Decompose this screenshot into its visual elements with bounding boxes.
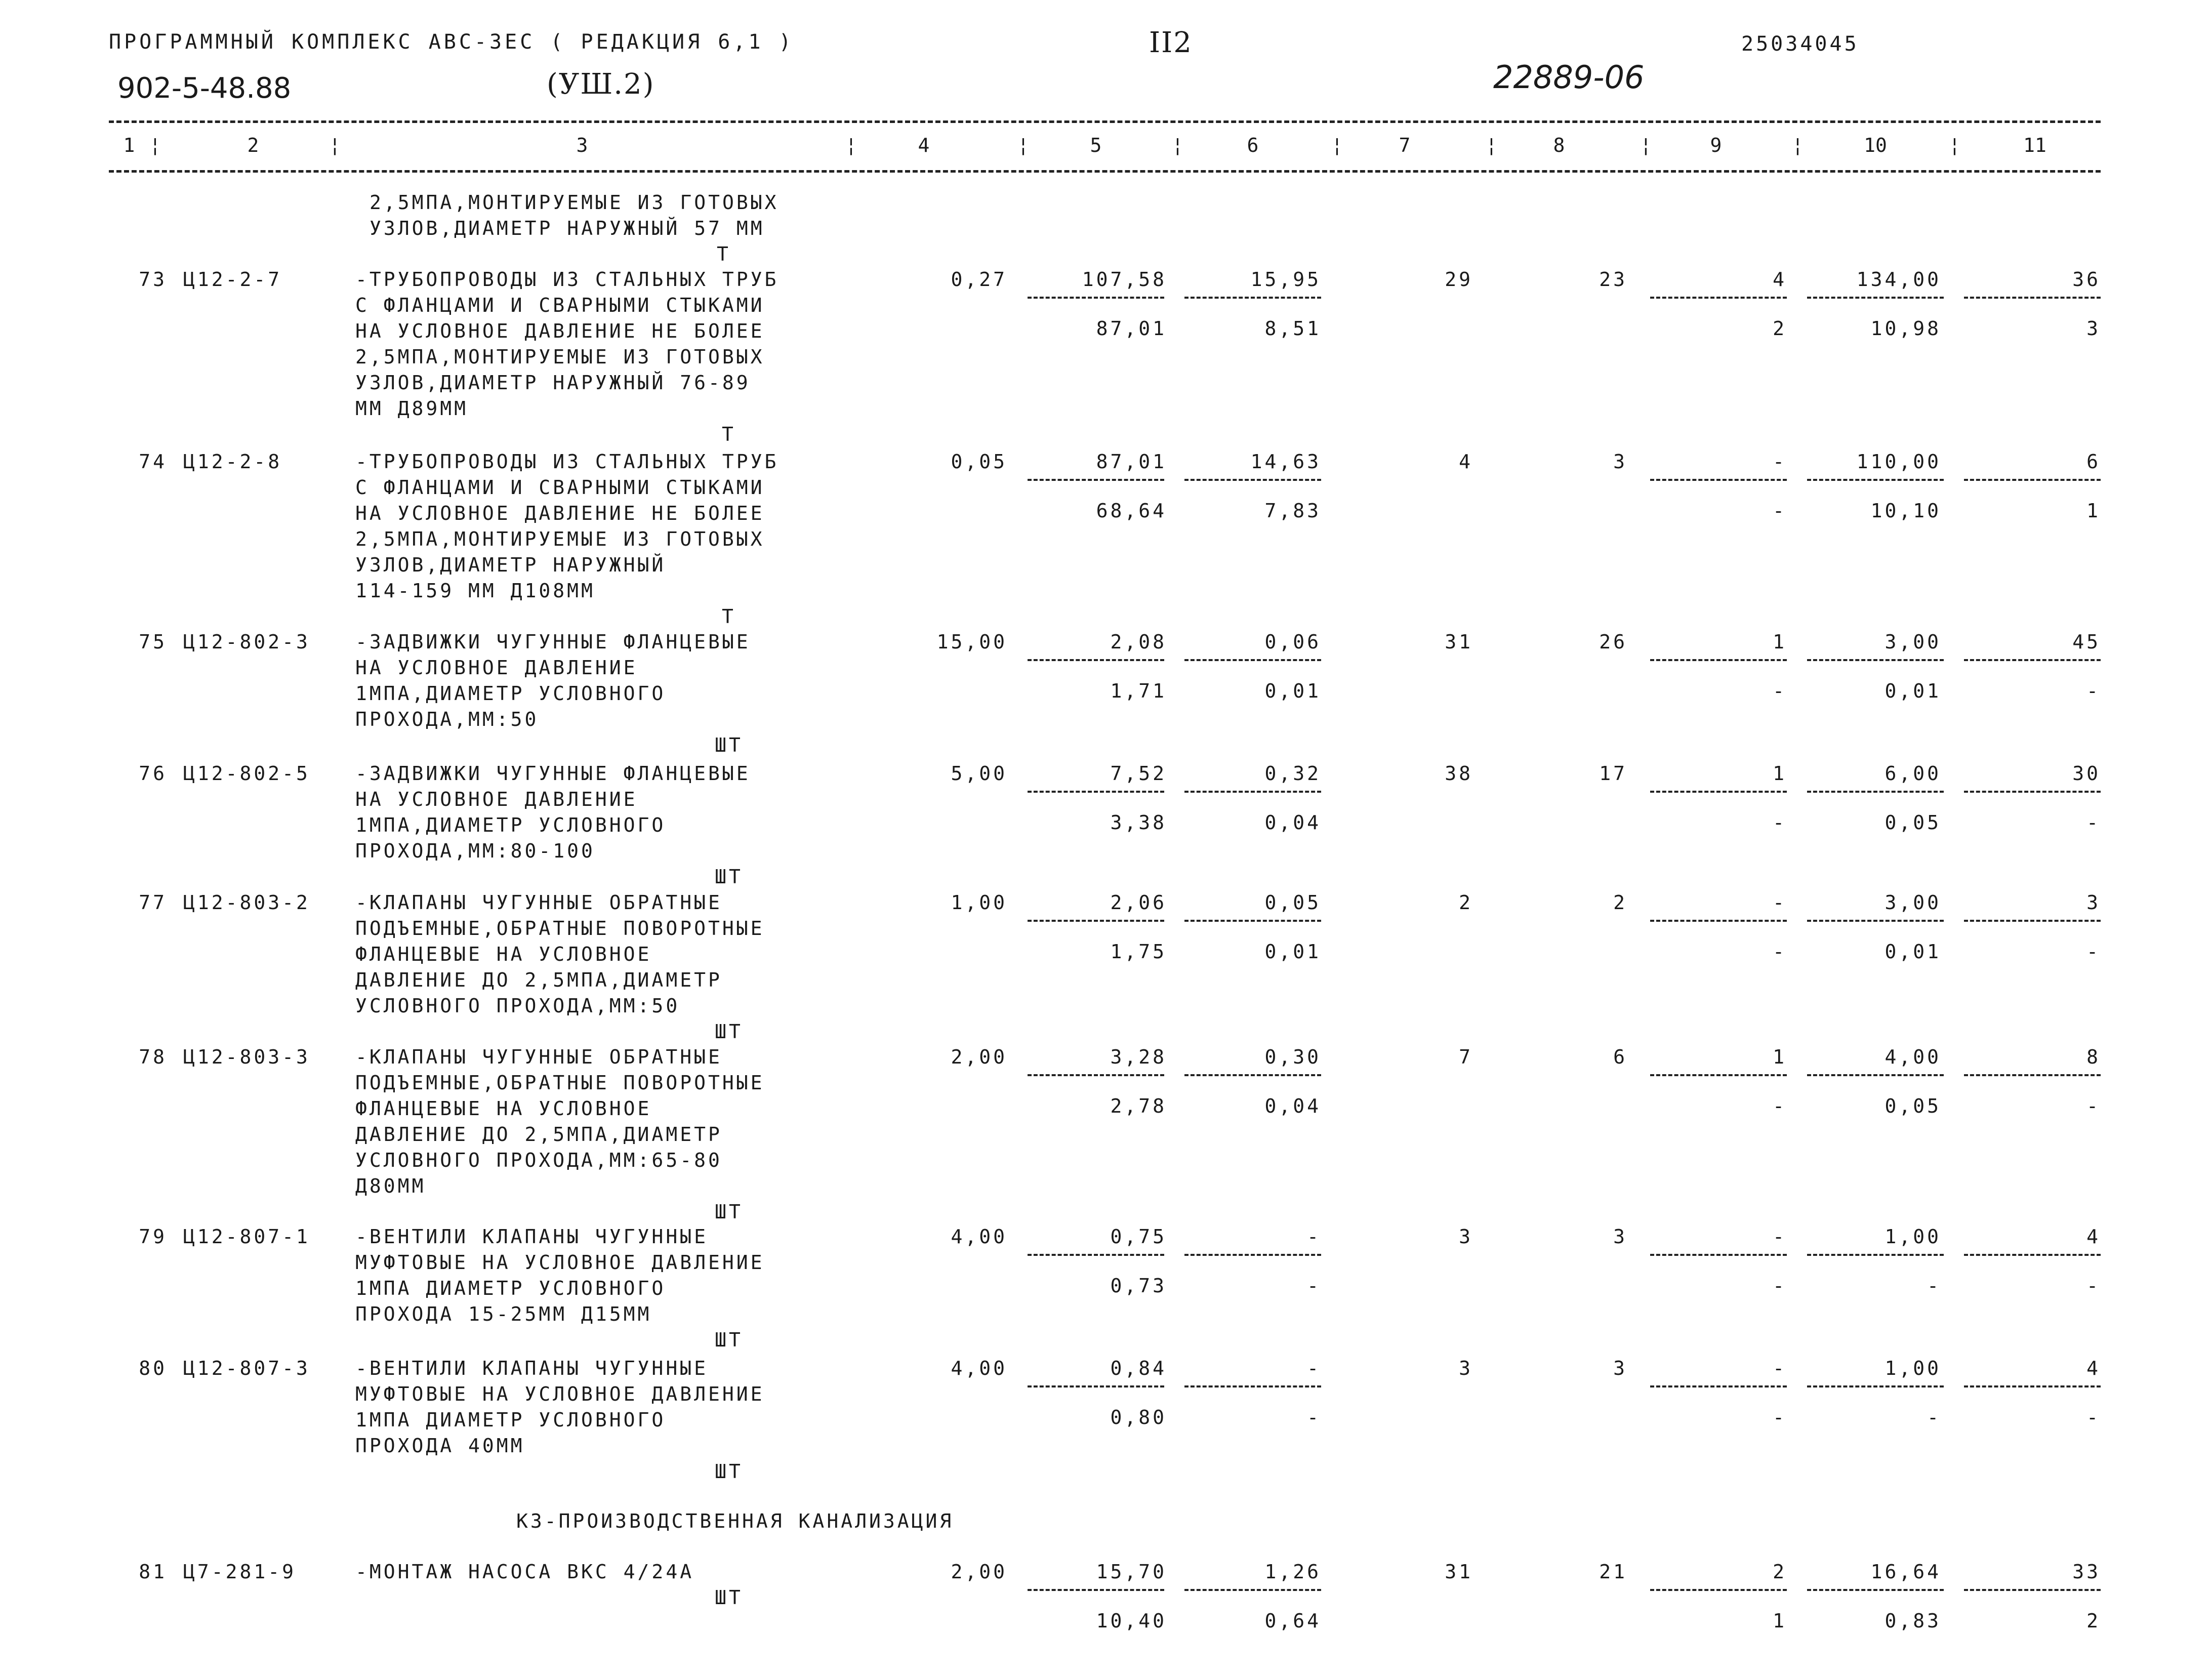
description-line: ДАВЛЕНИЕ ДО 2,5МПА,ДИАМЕТР xyxy=(355,1123,722,1146)
description-line: ДАВЛЕНИЕ ДО 2,5МПА,ДИАМЕТР xyxy=(355,969,722,991)
fraction-line xyxy=(1650,297,1787,299)
wages-cost: 3 xyxy=(1613,1226,1627,1248)
wages-cost: 26 xyxy=(1599,631,1627,653)
unit-cost-wages: 87,01 xyxy=(1096,317,1167,340)
norm-code: Ц12-807-1 xyxy=(183,1226,310,1248)
norm-code: Ц12-803-3 xyxy=(183,1046,310,1068)
row-number: 80 xyxy=(139,1357,167,1379)
fraction-line xyxy=(1184,1589,1321,1591)
labor-unit: 16,64 xyxy=(1870,1561,1941,1583)
page-number: II2 xyxy=(1149,26,1193,59)
machine-wages: - xyxy=(1307,1406,1321,1428)
machine-total-wages: - xyxy=(1773,500,1787,522)
volume-label: (УШ.2) xyxy=(547,68,655,101)
column-header-2: 2 xyxy=(247,134,259,156)
unit-cost-total: 15,70 xyxy=(1096,1561,1167,1583)
unit-cost-total: 2,08 xyxy=(1110,631,1167,653)
machine-total: - xyxy=(1773,1357,1787,1379)
unit-cost-total: 107,58 xyxy=(1082,268,1167,291)
description-line: НА УСЛОВНОЕ ДАВЛЕНИЕ xyxy=(355,657,638,679)
quantity: 1,00 xyxy=(951,891,1007,914)
fraction-line xyxy=(1650,1385,1787,1387)
column-separator: ¦ xyxy=(1331,134,1343,156)
quantity: 4,00 xyxy=(951,1357,1007,1379)
fraction-line xyxy=(1650,479,1787,481)
fraction-line xyxy=(1807,1254,1944,1256)
description-line: ПОДЪЕМНЫЕ,ОБРАТНЫЕ ПОВОРОТНЫЕ xyxy=(355,917,765,940)
labor-total: 3 xyxy=(2086,891,2101,914)
column-header-6: 6 xyxy=(1247,134,1259,156)
archive-number: 22889-06 xyxy=(1493,59,1645,96)
machine-cost: 0,32 xyxy=(1264,762,1321,785)
fraction-line xyxy=(1028,1074,1164,1076)
machine-total: 1 xyxy=(1773,1046,1787,1068)
quantity: 0,27 xyxy=(951,268,1007,291)
wages-cost: 3 xyxy=(1613,1357,1627,1379)
machine-total-wages: - xyxy=(1773,1275,1787,1297)
total-cost: 31 xyxy=(1445,631,1473,653)
description-line: ММ Д89ММ xyxy=(355,397,469,420)
unit-cost-total: 0,75 xyxy=(1110,1226,1167,1248)
fraction-line xyxy=(1964,659,2101,661)
header-rule-bottom xyxy=(109,170,2101,173)
labor-unit-machinists: 0,01 xyxy=(1885,941,1941,963)
total-cost: 7 xyxy=(1459,1046,1473,1068)
fraction-line xyxy=(1964,297,2101,299)
fraction-line xyxy=(1028,791,1164,793)
total-cost: 31 xyxy=(1445,1561,1473,1583)
fraction-line xyxy=(1964,791,2101,793)
fraction-line xyxy=(1184,1074,1321,1076)
unit-cost-wages: 1,75 xyxy=(1110,941,1167,963)
machine-total-wages: - xyxy=(1773,1095,1787,1117)
description-line: -ЗАДВИЖКИ ЧУГУННЫЕ ФЛАНЦЕВЫЕ xyxy=(355,762,751,785)
description-line: 1МПА,ДИАМЕТР УСЛОВНОГО xyxy=(355,682,666,705)
doc-code: 25034045 xyxy=(1741,32,1859,56)
description-line: ФЛАНЦЕВЫЕ НА УСЛОВНОЕ xyxy=(355,943,652,965)
machine-wages: 0,04 xyxy=(1264,811,1321,834)
column-header-1: 1 xyxy=(123,134,135,156)
labor-total-machinists: - xyxy=(2086,1406,2101,1428)
labor-unit-machinists: 10,98 xyxy=(1870,317,1941,340)
labor-total-machinists: 2 xyxy=(2086,1610,2101,1632)
column-header-8: 8 xyxy=(1553,134,1565,156)
column-separator: ¦ xyxy=(329,134,341,156)
fraction-line xyxy=(1650,1074,1787,1076)
unit-label: ШТ xyxy=(715,734,743,756)
unit-cost-total: 7,52 xyxy=(1110,762,1167,785)
quantity: 5,00 xyxy=(951,762,1007,785)
total-cost: 38 xyxy=(1445,762,1473,785)
fraction-line xyxy=(1184,791,1321,793)
fraction-line xyxy=(1028,297,1164,299)
machine-cost: 1,26 xyxy=(1264,1561,1321,1583)
unit-label: Т xyxy=(717,243,731,265)
labor-unit-machinists: 0,05 xyxy=(1885,811,1941,834)
fraction-line xyxy=(1807,297,1944,299)
description-line: -ЗАДВИЖКИ ЧУГУННЫЕ ФЛАНЦЕВЫЕ xyxy=(355,631,751,653)
row-number: 81 xyxy=(139,1561,167,1583)
labor-total-machinists: - xyxy=(2086,680,2101,702)
fraction-line xyxy=(1184,479,1321,481)
labor-unit: 134,00 xyxy=(1856,268,1941,291)
description-line: ПРОХОДА 15-25ММ Д15ММ xyxy=(355,1303,652,1325)
wages-cost: 17 xyxy=(1599,762,1627,785)
column-separator: ¦ xyxy=(845,134,857,156)
labor-total: 6 xyxy=(2086,451,2101,473)
labor-total: 30 xyxy=(2072,762,2101,785)
labor-total-machinists: - xyxy=(2086,1275,2101,1297)
wages-cost: 3 xyxy=(1613,451,1627,473)
description-line: ПОДЪЕМНЫЕ,ОБРАТНЫЕ ПОВОРОТНЫЕ xyxy=(355,1072,765,1094)
description-line: НА УСЛОВНОЕ ДАВЛЕНИЕ xyxy=(355,788,638,810)
description-line: 2,5МПА,МОНТИРУЕМЫЕ ИЗ ГОТОВЫХ xyxy=(355,346,765,368)
machine-cost: 0,30 xyxy=(1264,1046,1321,1068)
fraction-line xyxy=(1650,1254,1787,1256)
machine-cost: - xyxy=(1307,1357,1321,1379)
norm-code: Ц12-803-2 xyxy=(183,891,310,914)
column-header-7: 7 xyxy=(1399,134,1411,156)
labor-unit: 1,00 xyxy=(1885,1226,1941,1248)
description-line: УСЛОВНОГО ПРОХОДА,ММ:65-80 xyxy=(355,1149,722,1171)
labor-unit: 3,00 xyxy=(1885,891,1941,914)
total-cost: 3 xyxy=(1459,1357,1473,1379)
fraction-line xyxy=(1964,920,2101,922)
machine-wages: 0,64 xyxy=(1264,1610,1321,1632)
wages-cost: 2 xyxy=(1613,891,1627,914)
unit-label: Т xyxy=(722,605,736,628)
description-line: ПРОХОДА,ММ:50 xyxy=(355,708,539,730)
fraction-line xyxy=(1964,1589,2101,1591)
column-separator: ¦ xyxy=(1640,134,1652,156)
labor-total: 4 xyxy=(2086,1357,2101,1379)
description-line: С ФЛАНЦАМИ И СВАРНЫМИ СТЫКАМИ xyxy=(355,294,765,316)
norm-code: Ц12-802-3 xyxy=(183,631,310,653)
machine-total-wages: 2 xyxy=(1773,317,1787,340)
unit-cost-total: 3,28 xyxy=(1110,1046,1167,1068)
description-line: 1МПА ДИАМЕТР УСЛОВНОГО xyxy=(355,1277,666,1299)
quantity: 2,00 xyxy=(951,1561,1007,1583)
row-number: 79 xyxy=(139,1226,167,1248)
total-cost: 3 xyxy=(1459,1226,1473,1248)
fraction-line xyxy=(1028,1254,1164,1256)
machine-total: 1 xyxy=(1773,631,1787,653)
fraction-line xyxy=(1028,479,1164,481)
machine-cost: 14,63 xyxy=(1250,451,1321,473)
description-line: ФЛАНЦЕВЫЕ НА УСЛОВНОЕ xyxy=(355,1097,652,1120)
description-line: 114-159 ММ Д108ММ xyxy=(355,580,595,602)
description-line: -ТРУБОПРОВОДЫ ИЗ СТАЛЬНЫХ ТРУБ xyxy=(355,268,779,291)
fraction-line xyxy=(1184,659,1321,661)
machine-total-wages: 1 xyxy=(1773,1610,1787,1632)
description-line: -МОНТАЖ НАСОСА ВКС 4/24А xyxy=(355,1561,694,1583)
description-line: УЗЛОВ,ДИАМЕТР НАРУЖНЫЙ 76-89 xyxy=(355,372,751,394)
fraction-line xyxy=(1807,920,1944,922)
fraction-line xyxy=(1650,791,1787,793)
machine-total-wages: - xyxy=(1773,941,1787,963)
description-line: МУФТОВЫЕ НА УСЛОВНОЕ ДАВЛЕНИЕ xyxy=(355,1251,765,1274)
description-line: ПРОХОДА 40ММ xyxy=(355,1435,525,1457)
machine-cost: 0,05 xyxy=(1264,891,1321,914)
labor-unit-machinists: 0,05 xyxy=(1885,1095,1941,1117)
norm-code: Ц12-807-3 xyxy=(183,1357,310,1379)
labor-total: 8 xyxy=(2086,1046,2101,1068)
column-header-3: 3 xyxy=(576,134,588,156)
project-code: 902-5-48.88 xyxy=(117,72,292,105)
column-header-11: 11 xyxy=(2023,134,2046,156)
unit-label: Т xyxy=(722,423,736,445)
labor-total-machinists: - xyxy=(2086,941,2101,963)
machine-wages: 7,83 xyxy=(1264,500,1321,522)
labor-unit-machinists: - xyxy=(1927,1275,1941,1297)
fraction-line xyxy=(1028,659,1164,661)
row-number: 78 xyxy=(139,1046,167,1068)
labor-unit: 6,00 xyxy=(1885,762,1941,785)
wages-cost: 21 xyxy=(1599,1561,1627,1583)
unit-cost-wages: 68,64 xyxy=(1096,500,1167,522)
machine-total: 2 xyxy=(1773,1561,1787,1583)
column-separator: ¦ xyxy=(149,134,161,156)
labor-total-machinists: - xyxy=(2086,811,2101,834)
total-cost: 4 xyxy=(1459,451,1473,473)
unit-cost-total: 87,01 xyxy=(1096,451,1167,473)
wages-cost: 6 xyxy=(1613,1046,1627,1068)
machine-cost: 0,06 xyxy=(1264,631,1321,653)
unit-cost-total: 0,84 xyxy=(1110,1357,1167,1379)
fraction-line xyxy=(1650,659,1787,661)
labor-total-machinists: 1 xyxy=(2086,500,2101,522)
machine-total-wages: - xyxy=(1773,1406,1787,1428)
unit-label: ШТ xyxy=(715,1586,743,1609)
section-title: К3-ПРОИЗВОДСТВЕННАЯ КАНАЛИЗАЦИЯ xyxy=(516,1510,954,1532)
unit-cost-wages: 0,80 xyxy=(1110,1406,1167,1428)
row-number: 73 xyxy=(139,268,167,291)
quantity: 0,05 xyxy=(951,451,1007,473)
header-rule-top xyxy=(109,120,2101,123)
description-line: 1МПА ДИАМЕТР УСЛОВНОГО xyxy=(355,1409,666,1431)
wages-cost: 23 xyxy=(1599,268,1627,291)
machine-cost: 15,95 xyxy=(1250,268,1321,291)
column-header-4: 4 xyxy=(918,134,930,156)
unit-cost-wages: 10,40 xyxy=(1096,1610,1167,1632)
column-header-10: 10 xyxy=(1864,134,1887,156)
fraction-line xyxy=(1964,1385,2101,1387)
description-line: УЗЛОВ,ДИАМЕТР НАРУЖНЫЙ xyxy=(355,554,666,576)
labor-total: 36 xyxy=(2072,268,2101,291)
labor-total-machinists: 3 xyxy=(2086,317,2101,340)
column-separator: ¦ xyxy=(1949,134,1960,156)
machine-wages: 0,01 xyxy=(1264,680,1321,702)
fraction-line xyxy=(1650,1589,1787,1591)
fraction-line xyxy=(1184,920,1321,922)
description-line: -КЛАПАНЫ ЧУГУННЫЕ ОБРАТНЫЕ xyxy=(355,1046,722,1068)
fraction-line xyxy=(1964,1074,2101,1076)
unit-cost-wages: 1,71 xyxy=(1110,680,1167,702)
description-line: -ВЕНТИЛИ КЛАПАНЫ ЧУГУННЫЕ xyxy=(355,1357,708,1379)
row-number: 77 xyxy=(139,891,167,914)
column-separator: ¦ xyxy=(1172,134,1183,156)
unit-cost-wages: 2,78 xyxy=(1110,1095,1167,1117)
labor-unit-machinists: 0,01 xyxy=(1885,680,1941,702)
unit-label: ШТ xyxy=(715,1329,743,1351)
machine-wages: 0,04 xyxy=(1264,1095,1321,1117)
labor-unit-machinists: 10,10 xyxy=(1870,500,1941,522)
labor-unit: 3,00 xyxy=(1885,631,1941,653)
machine-total: 4 xyxy=(1773,268,1787,291)
description-line: 2,5МПА,МОНТИРУЕМЫЕ ИЗ ГОТОВЫХ xyxy=(355,528,765,550)
fraction-line xyxy=(1807,1385,1944,1387)
unit-label: ШТ xyxy=(715,866,743,888)
description-line: 2,5МПА,МОНТИРУЕМЫЕ ИЗ ГОТОВЫХ xyxy=(370,191,779,214)
fraction-line xyxy=(1964,1254,2101,1256)
labor-total: 33 xyxy=(2072,1561,2101,1583)
unit-label: ШТ xyxy=(715,1201,743,1223)
fraction-line xyxy=(1807,479,1944,481)
norm-code: Ц7-281-9 xyxy=(183,1561,297,1583)
machine-total-wages: - xyxy=(1773,680,1787,702)
machine-cost: - xyxy=(1307,1226,1321,1248)
unit-cost-wages: 0,73 xyxy=(1110,1275,1167,1297)
fraction-line xyxy=(1184,1385,1321,1387)
description-line: -ТРУБОПРОВОДЫ ИЗ СТАЛЬНЫХ ТРУБ xyxy=(355,451,779,473)
description-line: МУФТОВЫЕ НА УСЛОВНОЕ ДАВЛЕНИЕ xyxy=(355,1383,765,1405)
quantity: 4,00 xyxy=(951,1226,1007,1248)
row-number: 76 xyxy=(139,762,167,785)
column-header-5: 5 xyxy=(1090,134,1102,156)
column-header-9: 9 xyxy=(1710,134,1722,156)
description-line: НА УСЛОВНОЕ ДАВЛЕНИЕ НЕ БОЛЕЕ xyxy=(355,502,765,524)
quantity: 2,00 xyxy=(951,1046,1007,1068)
fraction-line xyxy=(1028,1385,1164,1387)
description-line: НА УСЛОВНОЕ ДАВЛЕНИЕ НЕ БОЛЕЕ xyxy=(355,320,765,342)
quantity: 15,00 xyxy=(936,631,1007,653)
column-separator: ¦ xyxy=(1017,134,1029,156)
fraction-line xyxy=(1028,1589,1164,1591)
machine-wages: - xyxy=(1307,1275,1321,1297)
norm-code: Ц12-2-7 xyxy=(183,268,282,291)
description-line: -ВЕНТИЛИ КЛАПАНЫ ЧУГУННЫЕ xyxy=(355,1226,708,1248)
machine-total: - xyxy=(1773,451,1787,473)
machine-total: 1 xyxy=(1773,762,1787,785)
description-line: ПРОХОДА,ММ:80-100 xyxy=(355,840,595,862)
description-line: УЗЛОВ,ДИАМЕТР НАРУЖНЫЙ 57 ММ xyxy=(370,217,765,239)
unit-label: ШТ xyxy=(715,1460,743,1483)
fraction-line xyxy=(1807,791,1944,793)
column-separator: ¦ xyxy=(1792,134,1804,156)
program-title: ПРОГРАММНЫЙ КОМПЛЕКС АВС-ЗЕС ( РЕДАКЦИЯ 6,1 ) xyxy=(109,30,794,54)
labor-total-machinists: - xyxy=(2086,1095,2101,1117)
unit-cost-wages: 3,38 xyxy=(1110,811,1167,834)
fraction-line xyxy=(1807,659,1944,661)
labor-unit: 110,00 xyxy=(1856,451,1941,473)
norm-code: Ц12-802-5 xyxy=(183,762,310,785)
labor-unit-machinists: 0,83 xyxy=(1885,1610,1941,1632)
labor-total: 45 xyxy=(2072,631,2101,653)
labor-unit: 4,00 xyxy=(1885,1046,1941,1068)
machine-wages: 8,51 xyxy=(1264,317,1321,340)
unit-cost-total: 2,06 xyxy=(1110,891,1167,914)
description-line: УСЛОВНОГО ПРОХОДА,ММ:50 xyxy=(355,995,680,1017)
fraction-line xyxy=(1964,479,2101,481)
norm-code: Ц12-2-8 xyxy=(183,451,282,473)
description-line: 1МПА,ДИАМЕТР УСЛОВНОГО xyxy=(355,814,666,836)
column-separator: ¦ xyxy=(1486,134,1497,156)
row-number: 75 xyxy=(139,631,167,653)
unit-label: ШТ xyxy=(715,1020,743,1043)
fraction-line xyxy=(1807,1589,1944,1591)
labor-unit: 1,00 xyxy=(1885,1357,1941,1379)
fraction-line xyxy=(1807,1074,1944,1076)
description-line: С ФЛАНЦАМИ И СВАРНЫМИ СТЫКАМИ xyxy=(355,476,765,499)
row-number: 74 xyxy=(139,451,167,473)
machine-wages: 0,01 xyxy=(1264,941,1321,963)
machine-total: - xyxy=(1773,891,1787,914)
fraction-line xyxy=(1184,297,1321,299)
machine-total: - xyxy=(1773,1226,1787,1248)
fraction-line xyxy=(1028,920,1164,922)
total-cost: 2 xyxy=(1459,891,1473,914)
description-line: Д80ММ xyxy=(355,1175,426,1197)
machine-total-wages: - xyxy=(1773,811,1787,834)
description-line: -КЛАПАНЫ ЧУГУННЫЕ ОБРАТНЫЕ xyxy=(355,891,722,914)
fraction-line xyxy=(1184,1254,1321,1256)
labor-unit-machinists: - xyxy=(1927,1406,1941,1428)
labor-total: 4 xyxy=(2086,1226,2101,1248)
fraction-line xyxy=(1650,920,1787,922)
total-cost: 29 xyxy=(1445,268,1473,291)
